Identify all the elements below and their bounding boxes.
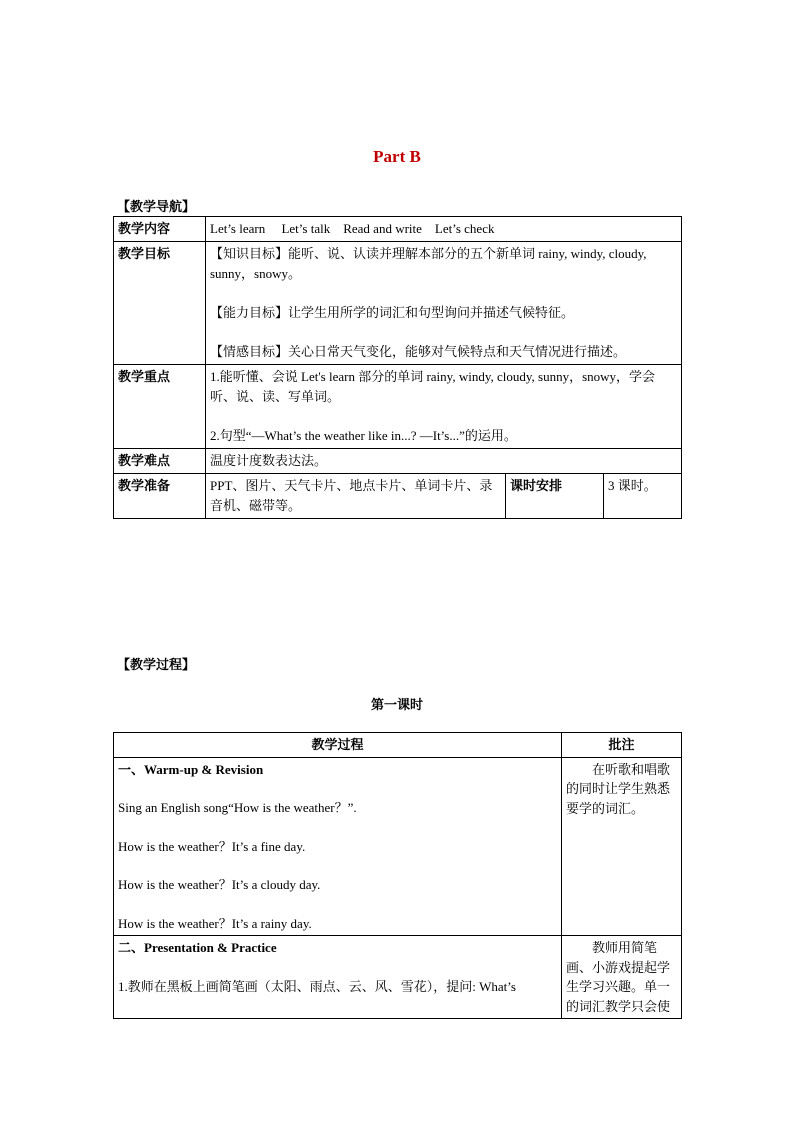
- section1-line: How is the weather？It’s a cloudy day.: [118, 877, 321, 892]
- teaching-guide-table: [113, 216, 682, 519]
- table-row: [114, 242, 682, 365]
- goal-ability: 【能力目标】让学生用所学的词汇和句型询问并描述气候特征。: [210, 305, 575, 320]
- guide-heading: 【教学导航】: [117, 199, 196, 214]
- key-point-2: 2.句型“—What’s the weather like in...? —It’s...”的运用。: [210, 428, 517, 443]
- table-row: [114, 449, 682, 474]
- content-label: 教学内容: [114, 217, 206, 242]
- difficulty-label: 教学难点: [114, 449, 206, 474]
- process-heading: 【教学过程】: [117, 657, 196, 672]
- table-row: [114, 757, 682, 936]
- section1-cell: [114, 757, 562, 936]
- content-value: Let’s learn Let’s talk Read and write Let’s check: [206, 217, 682, 242]
- schedule-value: 3 课时。: [604, 474, 682, 519]
- section1-line: Sing an English song“How is the weather？”.: [118, 800, 357, 815]
- section2-cell: [114, 936, 562, 1019]
- goals-label: 教学目标: [114, 242, 206, 365]
- table-row: [114, 365, 682, 449]
- key-points-label: 教学重点: [114, 365, 206, 449]
- section1-title: 一、Warm-up & Revision: [118, 761, 264, 777]
- preparation-value: PPT、图片、天气卡片、地点卡片、单词卡片、录音机、磁带等。: [206, 474, 506, 519]
- teaching-process-table: [113, 732, 682, 1019]
- table-row: [114, 936, 682, 1019]
- section1-note: 在听歌和唱歌的同时让学生熟悉要学的词汇。: [562, 757, 682, 936]
- table-row: [114, 217, 682, 242]
- schedule-label: 课时安排: [506, 474, 604, 519]
- table-row: [114, 733, 682, 758]
- key-point-1: 1.能听懂、会说 Let's learn 部分的单词 rainy, windy, cloudy, sunny，snowy，学会听、说、读、写单词。: [210, 369, 656, 404]
- goal-knowledge: 【知识目标】能听、说、认读并理解本部分的五个新单词 rainy, windy, cloudy, sunny，snowy。: [210, 246, 647, 281]
- goals-cell: [206, 242, 682, 365]
- section1-line: How is the weather？It’s a fine day.: [118, 838, 306, 854]
- section2-title: 二、Presentation & Practice: [118, 940, 277, 955]
- table-row: [114, 474, 682, 519]
- preparation-label: 教学准备: [114, 474, 206, 519]
- goal-emotion: 【情感目标】关心日常天气变化，能够对气候特点和天气情况进行描述。: [210, 344, 627, 359]
- page-title: Part B: [373, 147, 421, 166]
- notes-column-header: 批注: [562, 733, 682, 758]
- section2-line: 1.教师在黑板上画简笔画（太阳、雨点、云、风、雪花），提问: What’s: [118, 978, 516, 994]
- section1-line: How is the weather？It’s a rainy day.: [118, 915, 312, 931]
- difficulty-value: 温度计度数表达法。: [206, 449, 682, 474]
- process-column-header: 教学过程: [114, 733, 562, 758]
- section2-note: 教师用简笔画、小游戏提起学生学习兴趣。单一的词汇教学只会使: [562, 936, 682, 1019]
- key-points-cell: [206, 365, 682, 449]
- lesson-title: 第一课时: [370, 697, 423, 712]
